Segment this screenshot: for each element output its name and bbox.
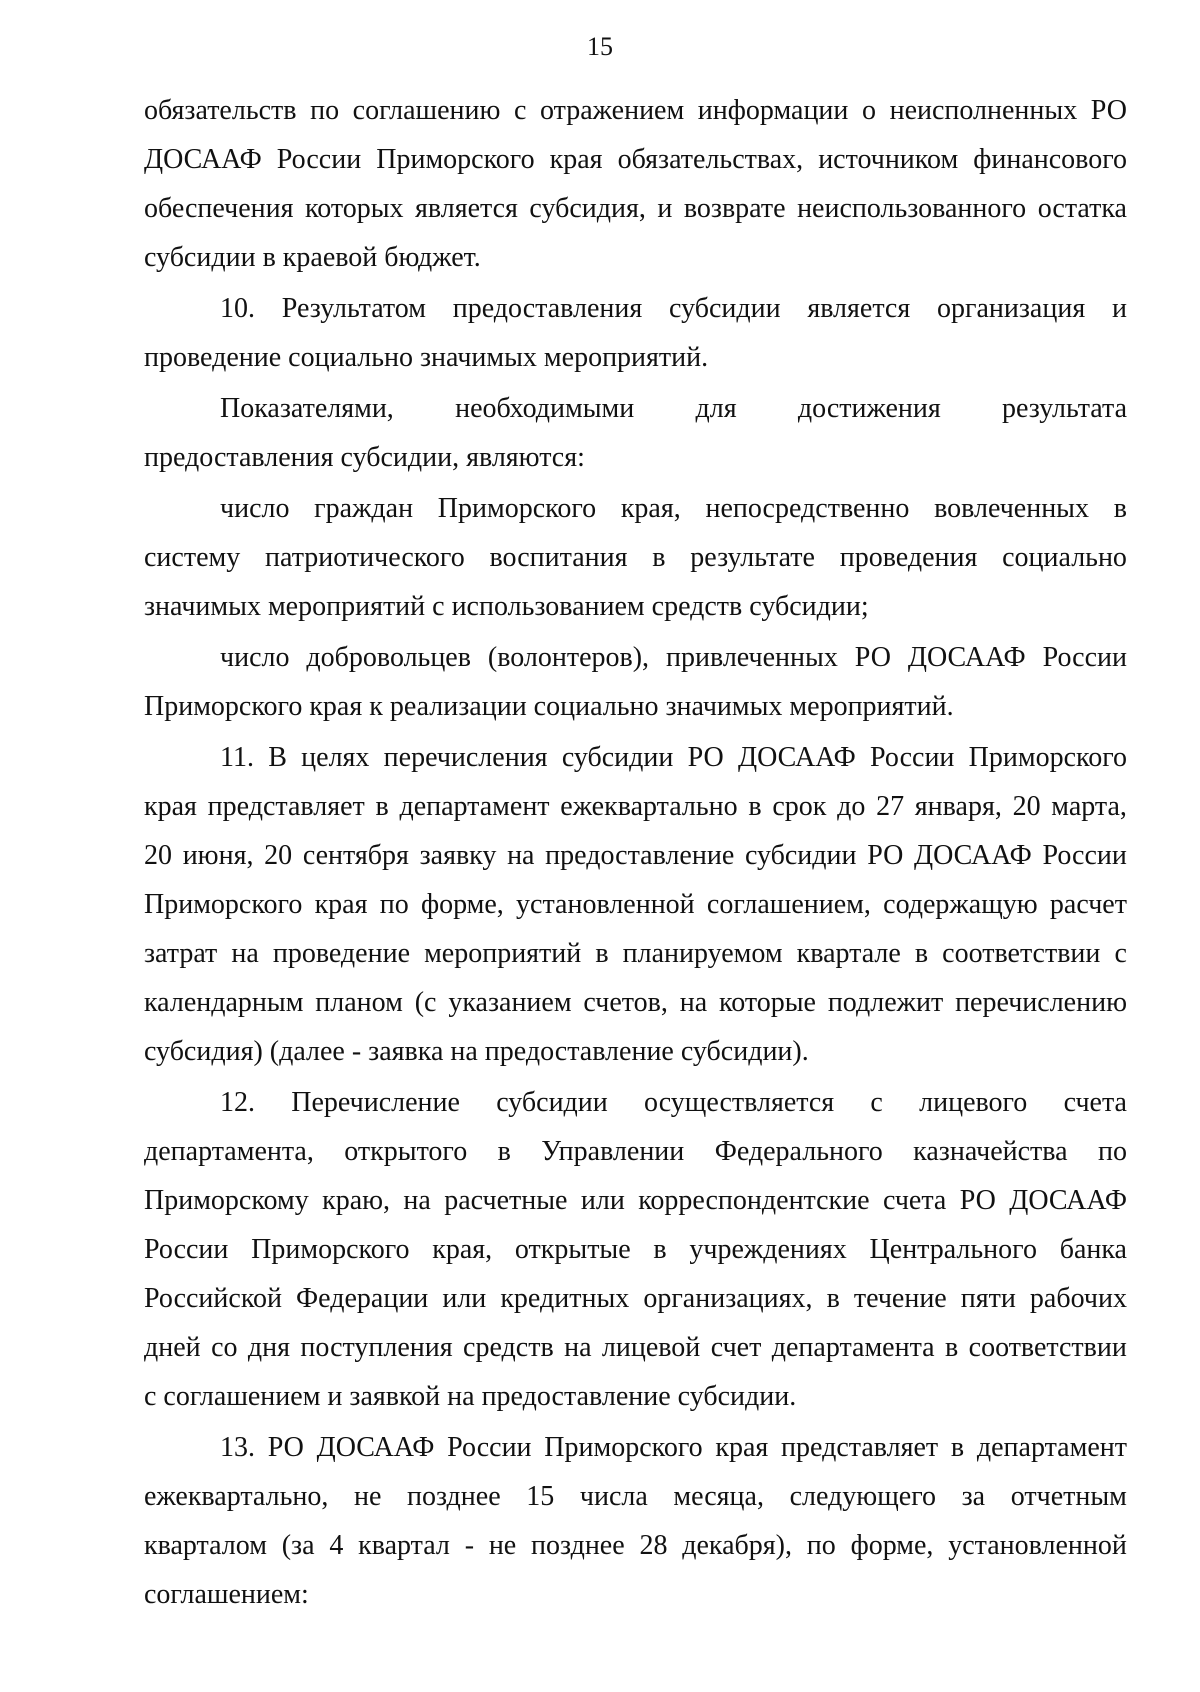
text-line: Приморскому краю, на расчетные или корреспондентские счета РО ДОСААФ [144,1185,1127,1216]
text-line: соглашением: [144,1579,309,1610]
text-line: число граждан Приморского края, непосредственно вовлеченных в [220,493,1127,524]
text-line: Показателями, необходимыми для достижения результата [220,393,1127,424]
text-line: субсидия) (далее - заявка на предоставление субсидии). [144,1036,809,1067]
text-line: края представляет в департамент ежеквартально в срок до 27 января, 20 марта, [144,791,1127,822]
text-line: затрат на проведение мероприятий в планируемом квартале в соответствии с [144,938,1127,969]
paragraph [144,86,1127,282]
paragraph [144,1078,1127,1421]
text-line: Российской Федерации или кредитных организациях, в течение пяти рабочих [144,1283,1127,1314]
text-line: 12. Перечисление субсидии осуществляется с лицевого счета [220,1087,1127,1118]
text-line: субсидии в краевой бюджет. [144,242,481,273]
text-line: Приморского края по форме, установленной соглашением, содержащую расчет [144,889,1127,920]
text-line: предоставления субсидии, являются: [144,442,585,473]
paragraph [144,733,1127,1076]
paragraph [144,484,1127,631]
text-line: число добровольцев (волонтеров), привлеченных РО ДОСААФ России [220,642,1127,673]
text-line: проведение социально значимых мероприятий. [144,342,709,373]
text-line: обязательств по соглашению с отражением информации о неисполненных РО [144,95,1127,126]
text-line: департамента, открытого в Управлении Федерального казначейства по [144,1136,1127,1167]
text-line: 20 июня, 20 сентября заявку на предоставление субсидии РО ДОСААФ России [144,840,1127,871]
paragraph [144,1423,1127,1619]
text-line: ежеквартально, не позднее 15 числа месяца, следующего за отчетным [144,1481,1127,1512]
text-line: значимых мероприятий с использованием средств субсидии; [144,591,869,622]
text-line: дней со дня поступления средств на лицевой счет департамента в соответствии [144,1332,1127,1363]
text-line: ДОСААФ России Приморского края обязательствах, источником финансового [144,144,1127,175]
text-line: кварталом (за 4 квартал - не позднее 28 декабря), по форме, установленной [144,1530,1127,1561]
text-line: обеспечения которых является субсидия, и возврате неиспользованного остатка [144,193,1127,224]
text-line: с соглашением и заявкой на предоставление субсидии. [144,1381,797,1412]
page-number: 15 [587,32,613,61]
text-line: 11. В целях перечисления субсидии РО ДОСААФ России Приморского [220,742,1127,773]
text-line: России Приморского края, открытые в учреждениях Центрального банка [144,1234,1127,1265]
text-line: 10. Результатом предоставления субсидии является организация и [220,293,1127,324]
paragraph [144,384,1127,482]
text-line: 13. РО ДОСААФ России Приморского края представляет в департамент [220,1432,1127,1463]
text-line: Приморского края к реализации социально значимых мероприятий. [144,691,954,722]
paragraph [144,284,1127,382]
document-body [144,86,1127,1619]
paragraph [144,633,1127,731]
text-line: систему патриотического воспитания в результате проведения социально [144,542,1127,573]
text-line: календарным планом (с указанием счетов, на которые подлежит перечислению [144,987,1127,1018]
